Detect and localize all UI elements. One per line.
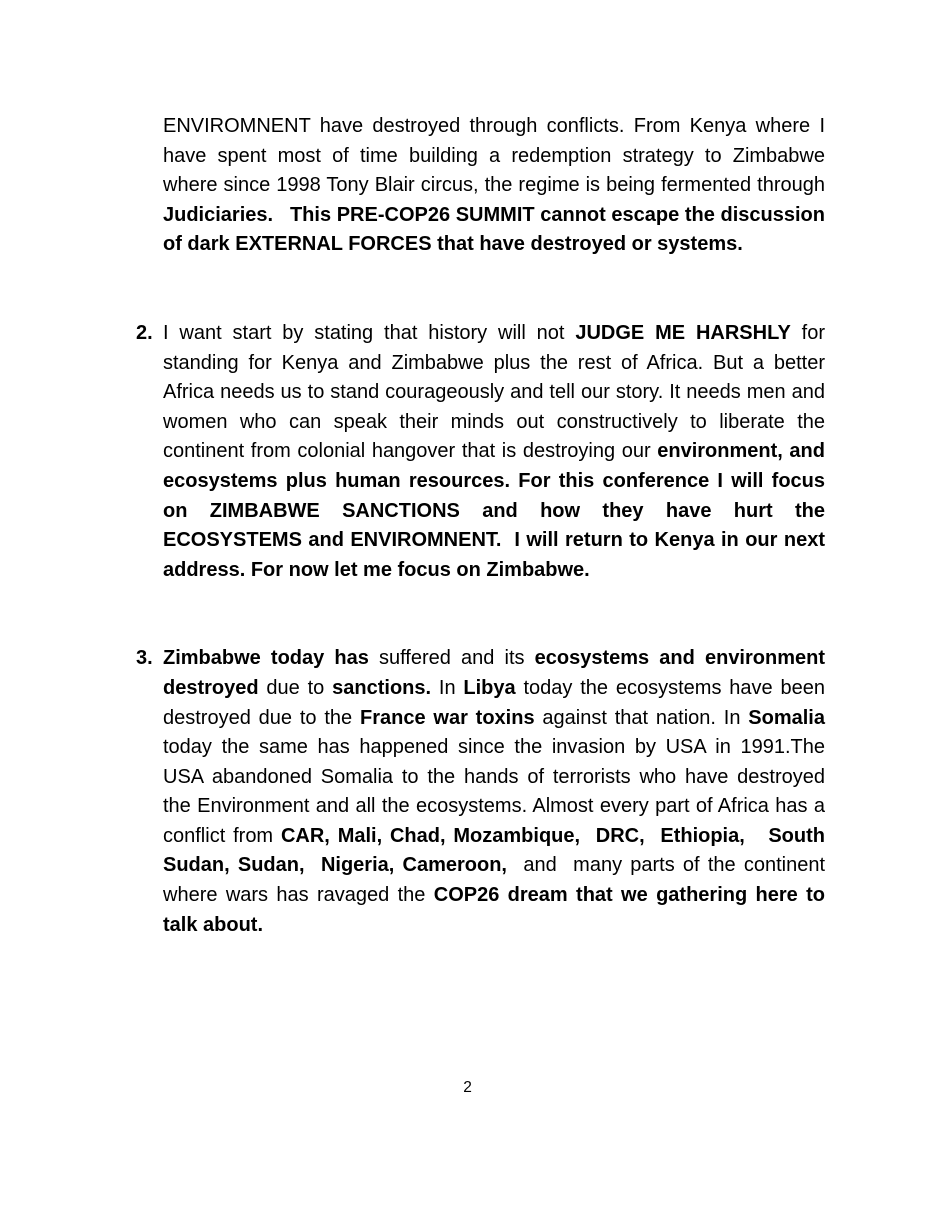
text-run: suffered and its	[368, 647, 535, 670]
text-run: COP26 dream that we gathering here to talk about.	[163, 884, 826, 936]
page-number: 2	[463, 1079, 472, 1096]
text-run: Somalia	[748, 706, 825, 729]
text-run: for standing for Kenya and Zimbabwe plus the rest of Africa. But a better Africa needs us to stand courageously and tell our story. It needs men and women who can speak their minds out constructively to liberate the continent from colonial hangover that is destroying our	[163, 321, 825, 463]
paragraph-2	[136, 319, 825, 585]
text-run: ecosystems and environment destroyed	[163, 647, 825, 699]
text-run: today the ecosystems have been destroyed due to the	[163, 676, 825, 729]
text-run: sanctions.	[332, 676, 432, 699]
paragraph-3-text	[163, 647, 825, 935]
list-number-2: 2.	[136, 321, 153, 344]
text-run: France war toxins	[359, 706, 535, 729]
paragraph-2-text	[163, 322, 825, 581]
text-run: and many parts of the continent where wars has ravaged the	[163, 854, 825, 907]
text-run: Zimbabwe today has	[163, 647, 369, 670]
text-run: today the same has happened since the invasion by USA in 1991.The USA abandoned Somalia to the hands of terrorists who have destroyed the Environment and all the ecosystems. Almost every part of Africa has a conflict from	[163, 736, 825, 847]
text-run: JUDGE ME HARSHLY	[575, 321, 791, 344]
document-content	[136, 112, 826, 940]
text-run: In	[431, 676, 464, 699]
text-run: environment, and ecosystems plus human resources. For this conference I will focus on ZIMBABWE SANCTIONS and how they have hurt the ECOSYSTEMS and ENVIROMNENT. I will return to Kenya in our next address. For now let me focus on Zimbabwe.	[163, 440, 825, 581]
text-run: Libya	[463, 676, 516, 699]
text-run: ENVIROMNENT have destroyed through conflicts. From Kenya where I have spent most of time building a redemption strategy to Zimbabwe where since 1998 Tony Blair circus, the regime is being fermented through	[163, 115, 825, 197]
paragraph-intro-continuation	[163, 112, 825, 260]
text-run: due to	[258, 676, 333, 699]
list-number-3: 3.	[136, 647, 153, 670]
text-run: against that nation. In	[534, 706, 749, 729]
text-run: Judiciaries. This PRE-COP26 SUMMIT cannot escape the discussion of dark EXTERNAL FORCES that have destroyed or systems.	[163, 203, 825, 256]
text-run: CAR, Mali, Chad, Mozambique, DRC, Ethiopia, South Sudan, Sudan, Nigeria, Cameroon,	[163, 824, 825, 877]
text-run: I want start by stating that history will not	[163, 321, 576, 344]
paragraph-3	[136, 644, 826, 940]
